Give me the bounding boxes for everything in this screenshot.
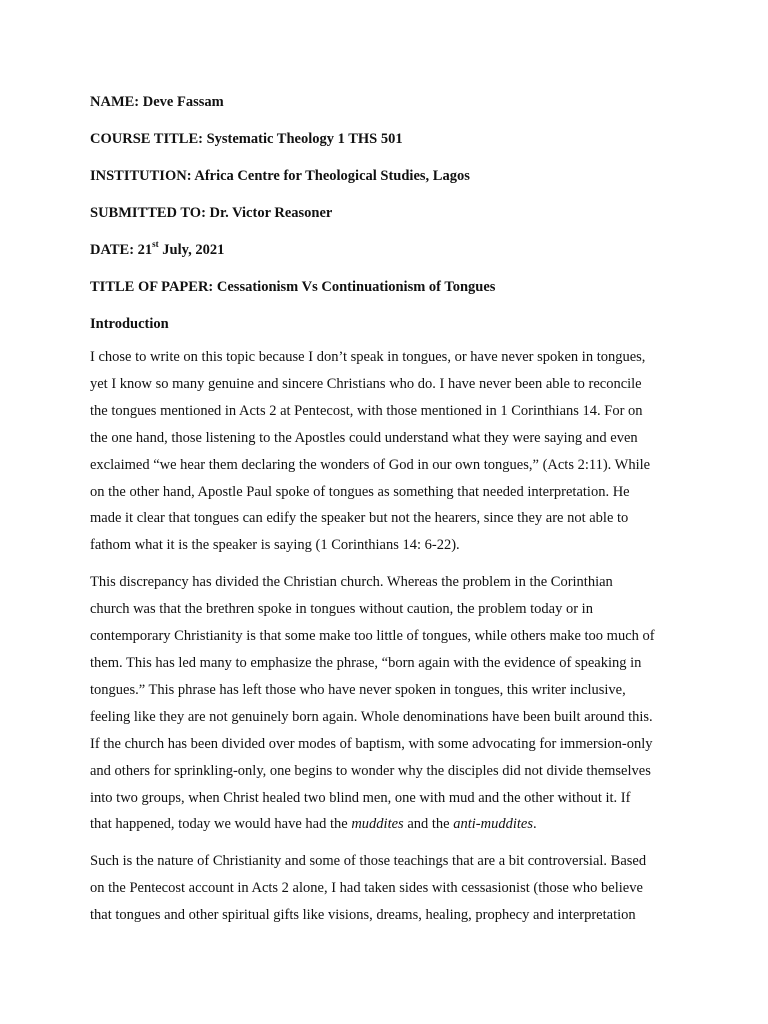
paragraph-line: If the church has been divided over modes of baptism, with some advocating for immersion-only [90, 735, 653, 752]
paragraph-line: the tongues mentioned in Acts 2 at Pentecost, with those mentioned in 1 Corinthians 14. For on [90, 402, 643, 419]
paragraph-3 [90, 848, 690, 929]
text-run: that happened, today we would have had the [90, 816, 352, 833]
paragraph-line: them. This has led many to emphasize the phrase, “born again with the evidence of speaking in [90, 654, 642, 671]
paragraph-line: exclaimed “we hear them declaring the wonders of God in our own tongues,” (Acts 2:11). While [90, 456, 651, 473]
paragraph-line: tongues.” This phrase has left those who have never spoken in tongues, this writer inclusive, [90, 681, 626, 698]
paragraph-line-last [90, 811, 690, 838]
paragraph-line: the one hand, those listening to the Apostles could understand what they were saying and even [90, 429, 638, 446]
paragraph-line: yet I know so many genuine and sincere Christians who do. I have never been able to reconcile [90, 375, 642, 392]
paragraph-line: made it clear that tongues can edify the speaker but not the hearers, since they are not able to [90, 510, 629, 527]
submitted-value: Dr. Victor Reasoner [209, 205, 333, 221]
institution-value: Africa Centre for Theological Studies, Lagos [194, 168, 470, 184]
title-value: Cessationism Vs Continuationism of Tongues [216, 279, 496, 295]
document-body [90, 92, 690, 939]
text-run: . [532, 816, 537, 833]
course-label: COURSE TITLE: [90, 131, 203, 147]
institution-field [90, 166, 690, 186]
name-field [90, 92, 690, 112]
submitted-label: SUBMITTED TO: [90, 205, 206, 221]
introduction-heading: Introduction [90, 316, 169, 332]
date-day: 21 [137, 242, 153, 258]
paragraph-line: feeling like they are not genuinely born again. Whole denominations have been built around this. [90, 708, 653, 725]
submitted-to-field [90, 203, 690, 223]
italic-term-muddites: muddites [351, 816, 404, 833]
paragraph-line: and others for sprinkling-only, one begins to wonder why the disciples did not divide themselves [90, 762, 651, 779]
paragraph-line: Such is the nature of Christianity and some of those teachings that are a bit controversial. Based [90, 853, 647, 870]
date-field [90, 240, 690, 260]
italic-term-anti-muddites: anti-muddites [453, 816, 533, 833]
paragraph-line: into two groups, when Christ healed two blind men, one with mud and the other without it. If [90, 789, 631, 806]
date-label: DATE: [90, 242, 135, 258]
title-of-paper-field [90, 277, 690, 297]
paragraph-line: fathom what it is the speaker is saying (1 Corinthians 14: 6-22). [90, 537, 460, 554]
paragraph-line: church was that the brethren spoke in tongues without caution, the problem today or in [90, 601, 593, 618]
paragraph-line: that tongues and other spiritual gifts like visions, dreams, healing, prophecy and interpretation [90, 907, 636, 924]
course-value: Systematic Theology 1 THS 501 [206, 131, 403, 147]
title-label: TITLE OF PAPER: [90, 279, 214, 295]
paragraph-line: This discrepancy has divided the Christian church. Whereas the problem in the Corinthian [90, 574, 613, 591]
date-rest: July, 2021 [162, 242, 225, 258]
institution-label: INSTITUTION: [90, 168, 192, 184]
name-value: Deve Fassam [142, 94, 224, 110]
date-suffix: st [152, 239, 159, 250]
text-run: and the [403, 816, 454, 833]
paragraph-1 [90, 344, 690, 559]
paragraph-line: contemporary Christianity is that some make too little of tongues, while others make too much of [90, 628, 655, 645]
paragraph-2 [90, 569, 690, 838]
name-label: NAME: [90, 94, 140, 110]
paragraph-line: on the Pentecost account in Acts 2 alone, I had taken sides with cessasionist (those who believe [90, 880, 643, 897]
course-title-field [90, 129, 690, 149]
paragraph-line: I chose to write on this topic because I don’t speak in tongues, or have never spoken in tongues, [90, 349, 646, 365]
paragraph-line: on the other hand, Apostle Paul spoke of tongues as something that needed interpretation. He [90, 483, 630, 500]
